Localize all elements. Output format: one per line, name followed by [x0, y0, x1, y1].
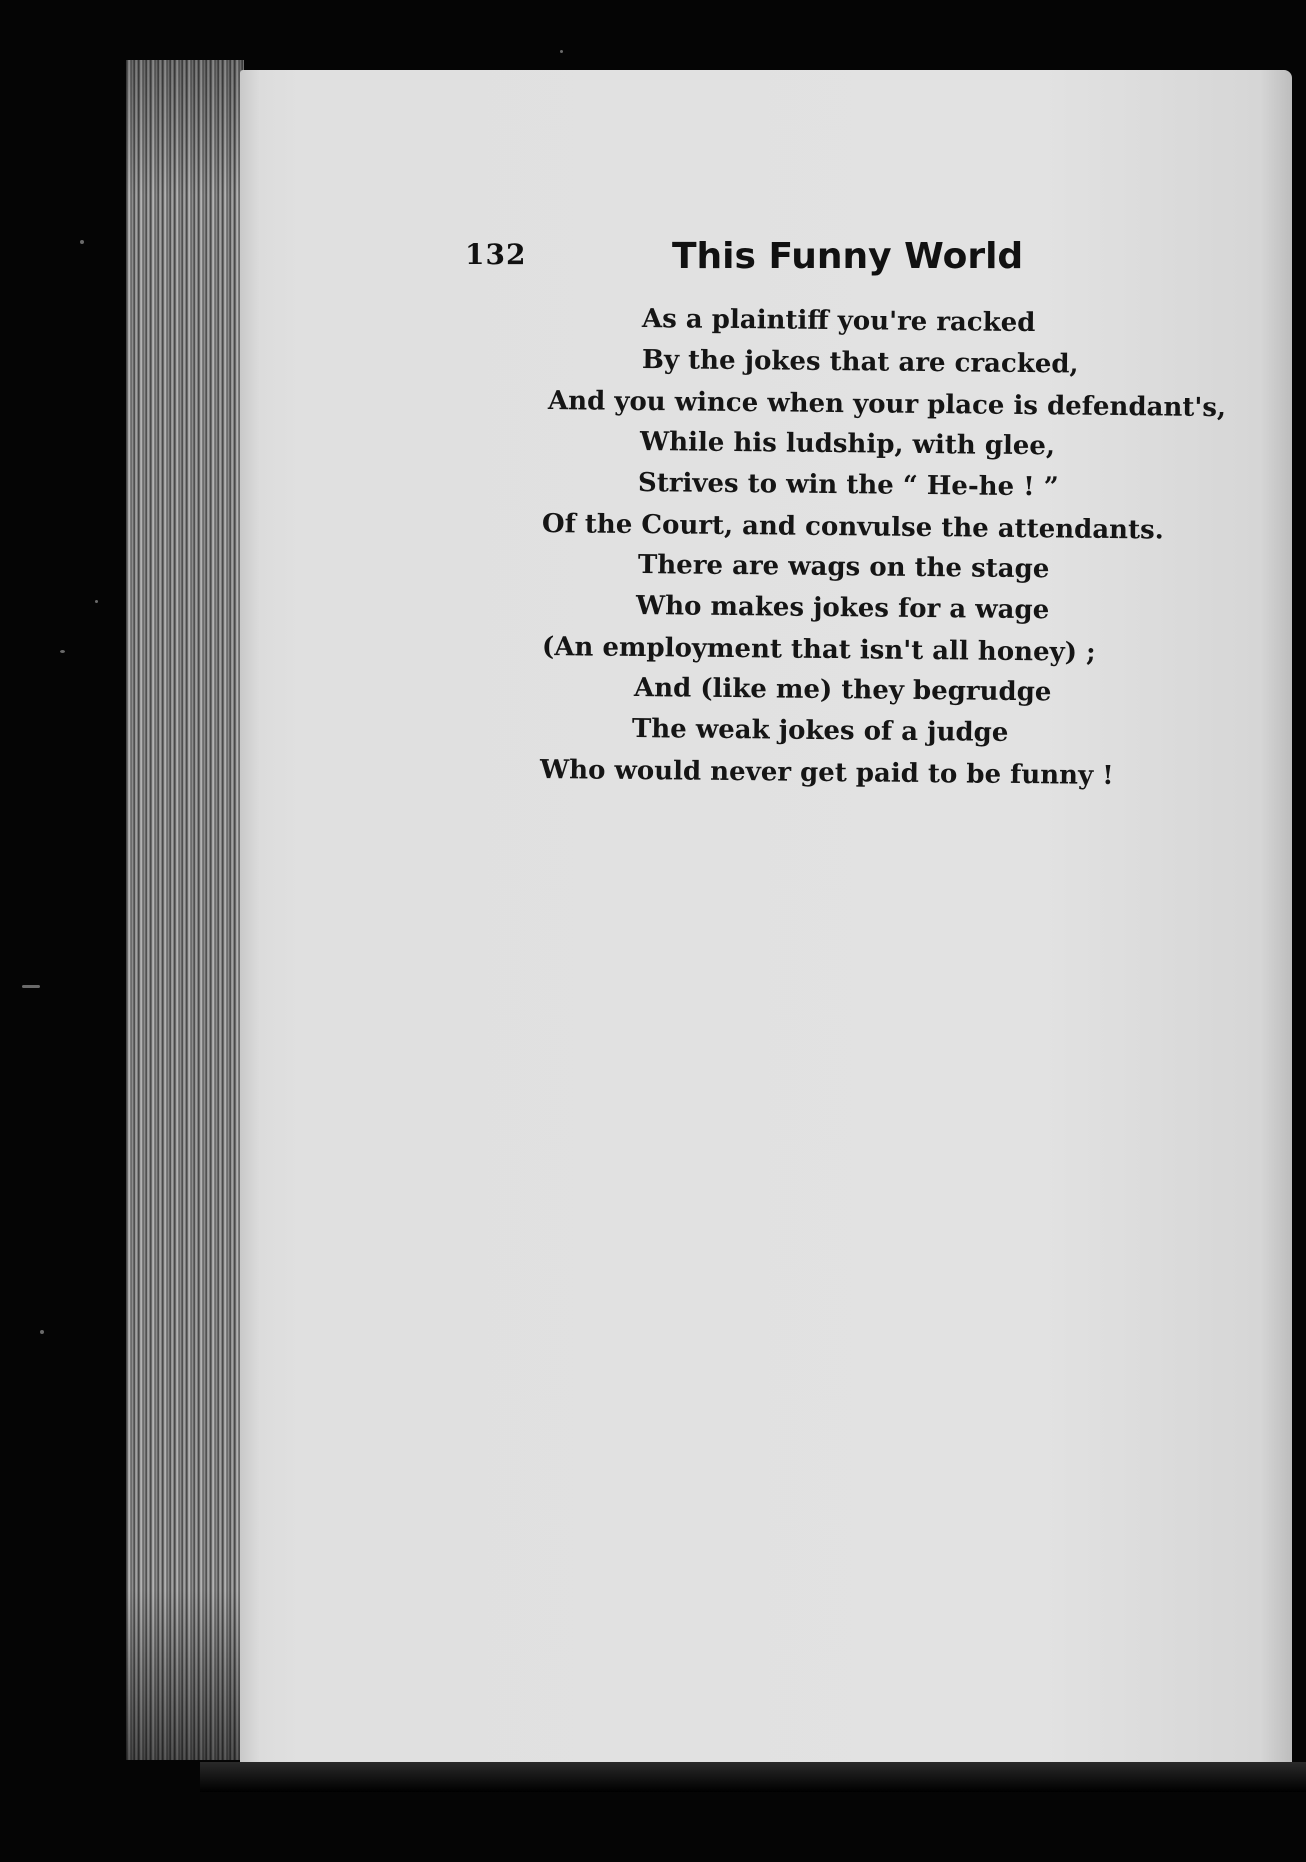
poem-line: And (like me) they begrudge: [633, 673, 1052, 708]
running-head-title: This Funny World: [672, 236, 1024, 277]
poem-line: Who makes jokes for a wage: [635, 591, 1050, 626]
dust-speck: [560, 50, 563, 53]
dust-speck: [22, 985, 40, 988]
poem-line: Strives to win the “ He-he ! ”: [637, 468, 1059, 503]
poem-line: By the jokes that are cracked,: [641, 345, 1079, 380]
poem-line: And you wince when your place is defendant's,: [547, 386, 1227, 424]
dust-speck: [60, 650, 65, 653]
page-bottom-shadow: [200, 1762, 1306, 1792]
page-number: 132: [465, 238, 527, 271]
poem-line: (An employment that isn't all honey) ;: [541, 632, 1096, 668]
dust-speck: [95, 600, 98, 603]
poem-line: The weak jokes of a judge: [631, 714, 1009, 748]
dust-speck: [40, 1330, 44, 1334]
poem-line: While his ludship, with glee,: [639, 427, 1056, 462]
poem-line: There are wags on the stage: [637, 550, 1050, 585]
dust-speck: [80, 240, 84, 244]
poem-line: Who would never get paid to be funny !: [539, 755, 1114, 792]
poem-line: Of the Court, and convulse the attendants.: [541, 509, 1164, 546]
poem-line: As a plaintiff you're racked: [641, 304, 1036, 339]
book-fore-edge: [126, 60, 244, 1760]
